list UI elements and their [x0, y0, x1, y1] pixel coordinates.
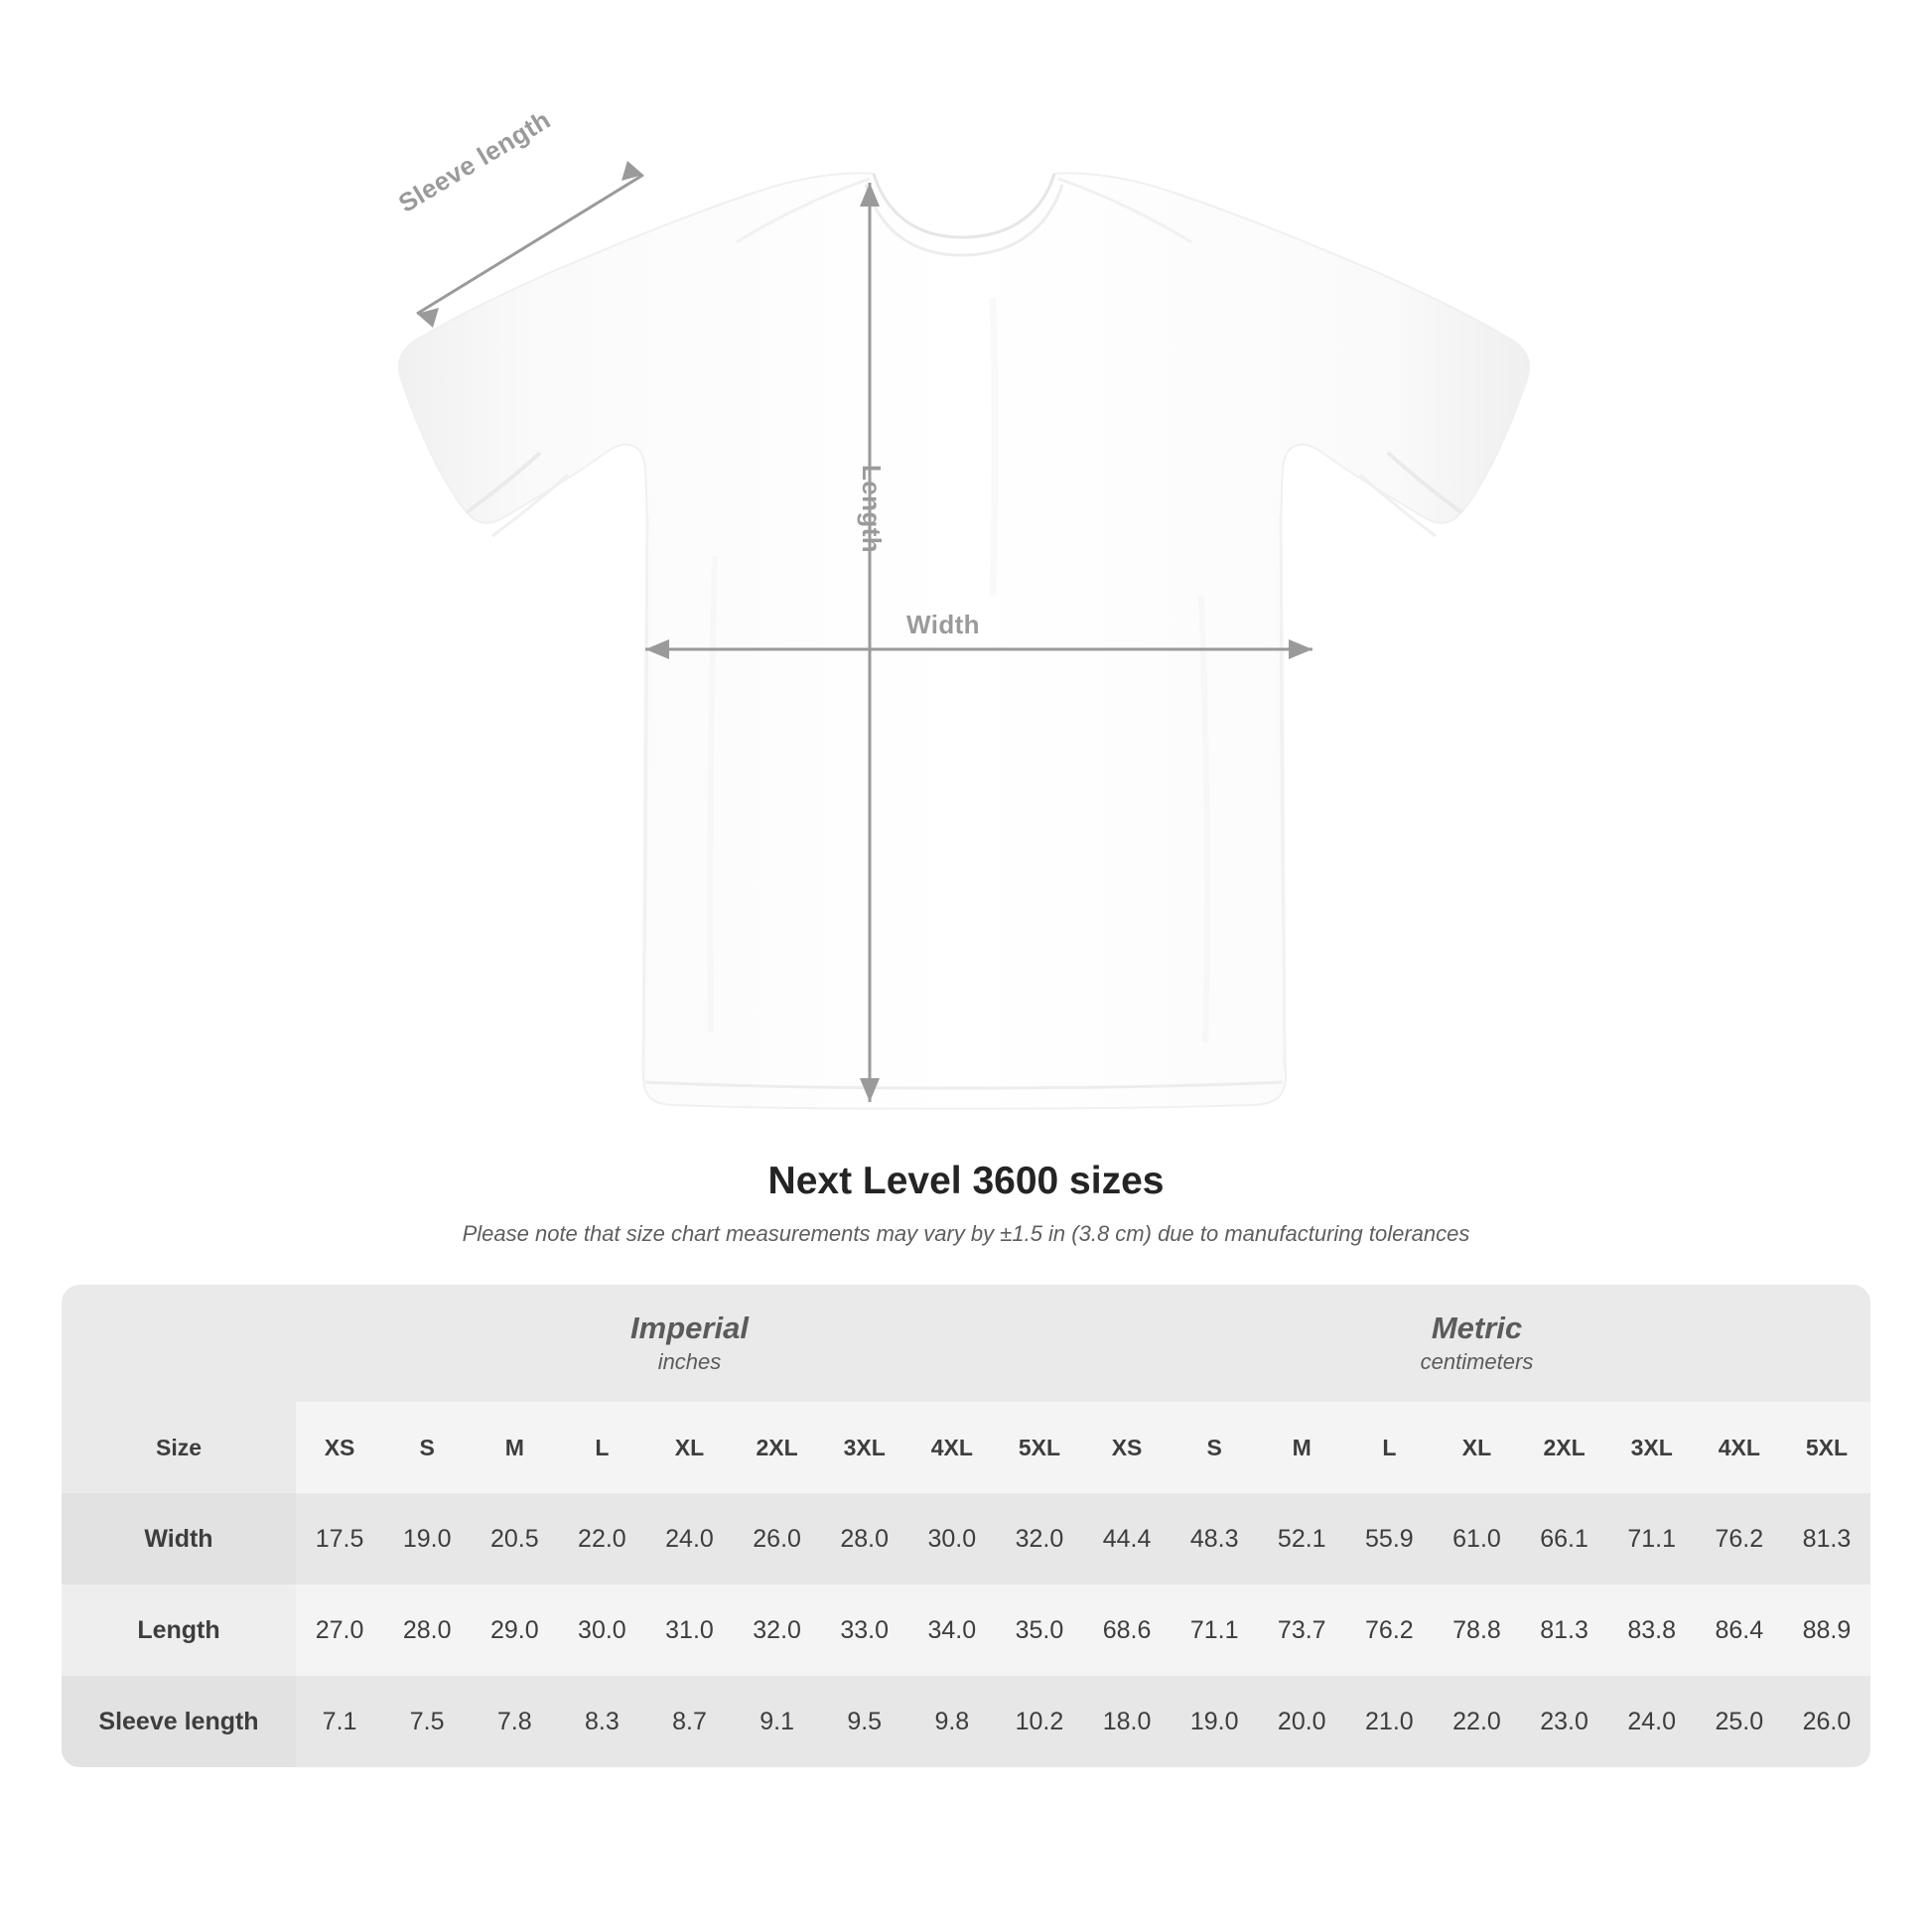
table-cell: 88.9 — [1783, 1585, 1870, 1676]
sleeve-length-dimension-label: Sleeve length — [393, 104, 556, 218]
size-header-cell: 5XL — [1783, 1402, 1870, 1493]
table-cell: 55.9 — [1345, 1493, 1433, 1585]
table-cell: 76.2 — [1696, 1493, 1783, 1585]
size-header-cell: M — [471, 1402, 558, 1493]
table-cell: 19.0 — [383, 1493, 471, 1585]
table-cell: 81.3 — [1521, 1585, 1608, 1676]
table-cell: 19.0 — [1171, 1676, 1258, 1767]
size-header-cell: XL — [645, 1402, 733, 1493]
table-cell: 76.2 — [1345, 1585, 1433, 1676]
row-label-sleeve-length: Sleeve length — [62, 1676, 296, 1767]
table-cell: 17.5 — [296, 1493, 383, 1585]
table-cell: 86.4 — [1696, 1585, 1783, 1676]
table-cell: 7.8 — [471, 1676, 558, 1767]
tolerance-note: Please note that size chart measurements may vary by ±1.5 in (3.8 cm) due to manufacturing tolerances — [462, 1221, 1470, 1246]
title-block — [0, 1160, 1932, 1247]
table-cell: 33.0 — [821, 1585, 908, 1676]
table-cell: 44.4 — [1083, 1493, 1171, 1585]
size-header-cell: 3XL — [821, 1402, 908, 1493]
table-cell: 23.0 — [1521, 1676, 1608, 1767]
unit-metric-sub: centimeters — [1420, 1349, 1534, 1375]
table-cell: 18.0 — [1083, 1676, 1171, 1767]
table-row — [62, 1493, 1870, 1585]
table-cell: 28.0 — [383, 1585, 471, 1676]
table-cell: 20.0 — [1258, 1676, 1345, 1767]
table-cell: 52.1 — [1258, 1493, 1345, 1585]
size-header-cell: XL — [1433, 1402, 1520, 1493]
size-chart-table-wrapper — [62, 1285, 1870, 1767]
table-cell: 9.8 — [908, 1676, 996, 1767]
table-cell: 71.1 — [1171, 1585, 1258, 1676]
table-cell: 30.0 — [908, 1493, 996, 1585]
unit-imperial-sub: inches — [657, 1349, 722, 1375]
table-cell: 20.5 — [471, 1493, 558, 1585]
size-header-cell: 2XL — [1521, 1402, 1608, 1493]
size-header-label: Size — [62, 1402, 296, 1493]
table-cell: 66.1 — [1521, 1493, 1608, 1585]
table-cell: 8.7 — [645, 1676, 733, 1767]
table-cell: 8.3 — [558, 1676, 645, 1767]
table-cell: 24.0 — [1608, 1676, 1696, 1767]
table-cell: 61.0 — [1433, 1493, 1520, 1585]
table-cell: 81.3 — [1783, 1493, 1870, 1585]
table-cell: 9.1 — [734, 1676, 821, 1767]
table-cell: 32.0 — [734, 1585, 821, 1676]
table-cell: 7.1 — [296, 1676, 383, 1767]
table-cell: 48.3 — [1171, 1493, 1258, 1585]
table-cell: 27.0 — [296, 1585, 383, 1676]
width-dimension-label: Width — [906, 610, 980, 639]
table-cell: 26.0 — [1783, 1676, 1870, 1767]
size-header-cell: L — [558, 1402, 645, 1493]
table-cell: 21.0 — [1345, 1676, 1433, 1767]
table-cell: 68.6 — [1083, 1585, 1171, 1676]
table-cell: 22.0 — [558, 1493, 645, 1585]
table-cell: 35.0 — [996, 1585, 1083, 1676]
table-cell: 31.0 — [645, 1585, 733, 1676]
table-cell: 71.1 — [1608, 1493, 1696, 1585]
table-cell: 7.5 — [383, 1676, 471, 1767]
unit-imperial-name: Imperial — [630, 1311, 749, 1346]
size-header-cell: 4XL — [1696, 1402, 1783, 1493]
row-label-length: Length — [62, 1585, 296, 1676]
table-row — [62, 1676, 1870, 1767]
table-cell: 22.0 — [1433, 1676, 1520, 1767]
size-header-cell: 5XL — [996, 1402, 1083, 1493]
length-dimension-label: Length — [857, 465, 887, 554]
table-cell: 29.0 — [471, 1585, 558, 1676]
table-cell: 9.5 — [821, 1676, 908, 1767]
unit-header-metric — [1083, 1285, 1870, 1402]
size-chart-table — [62, 1285, 1870, 1767]
size-header-row — [62, 1402, 1870, 1493]
unit-metric-name: Metric — [1431, 1311, 1523, 1346]
table-cell: 34.0 — [908, 1585, 996, 1676]
table-cell: 78.8 — [1433, 1585, 1520, 1676]
table-cell: 30.0 — [558, 1585, 645, 1676]
unit-group-header-row — [62, 1285, 1870, 1402]
size-header-cell: 4XL — [908, 1402, 996, 1493]
table-cell: 26.0 — [734, 1493, 821, 1585]
size-header-cell: 2XL — [734, 1402, 821, 1493]
page-title: Next Level 3600 sizes — [767, 1160, 1165, 1202]
table-cell: 83.8 — [1608, 1585, 1696, 1676]
table-row — [62, 1585, 1870, 1676]
unit-header-imperial — [296, 1285, 1083, 1402]
size-header-cell: M — [1258, 1402, 1345, 1493]
size-header-cell: S — [383, 1402, 471, 1493]
size-header-cell: 3XL — [1608, 1402, 1696, 1493]
table-cell: 10.2 — [996, 1676, 1083, 1767]
size-header-cell: XS — [296, 1402, 383, 1493]
table-cell: 28.0 — [821, 1493, 908, 1585]
table-cell: 32.0 — [996, 1493, 1083, 1585]
table-cell: 25.0 — [1696, 1676, 1783, 1767]
size-header-cell: XS — [1083, 1402, 1171, 1493]
table-cell: 73.7 — [1258, 1585, 1345, 1676]
row-label-width: Width — [62, 1493, 296, 1585]
size-header-cell: L — [1345, 1402, 1433, 1493]
table-cell: 24.0 — [645, 1493, 733, 1585]
unit-header-spacer — [62, 1285, 296, 1402]
size-header-cell: S — [1171, 1402, 1258, 1493]
